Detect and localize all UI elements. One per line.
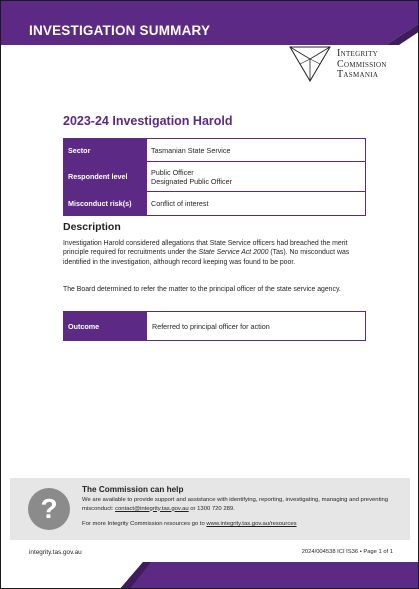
description-text-b: (Tas). No misconduct was identified in the investigation, although record keeping was found to be poor. bbox=[63, 249, 350, 266]
respondent-level-value-2: Designated Public Officer bbox=[151, 176, 232, 186]
logo-line-2: Commission bbox=[337, 58, 387, 70]
description-paragraph-2: The Board determined to refer the matter to the principal officer of the state service agency. bbox=[63, 286, 341, 293]
help-text bbox=[82, 496, 402, 513]
description-text-a: Investigation Harold considered allegations that State Service officers had breached the merit principle required for recruitments under the bbox=[63, 240, 348, 257]
respondent-level-value-1: Public Officer bbox=[151, 167, 194, 177]
table-row bbox=[64, 162, 366, 192]
table-row bbox=[64, 139, 366, 162]
footer-reference: 2024/004538 ICI IS36 • Page 1 of 1 bbox=[301, 549, 393, 555]
help-text-a: We are available to provide support and assistance with identifying, reporting, investigating, managing and preventing misconduct: bbox=[82, 497, 389, 512]
row-value bbox=[147, 139, 366, 162]
row-label: Respondent level bbox=[64, 162, 147, 192]
footer-band-shape bbox=[1, 562, 419, 589]
table-row bbox=[64, 312, 366, 341]
resources-text-a: For more Integrity Commission resources go to bbox=[82, 521, 207, 527]
row-value bbox=[147, 192, 366, 216]
investigation-info-table bbox=[63, 138, 366, 216]
contact-email-link[interactable]: contact@integrity.tas.gov.au bbox=[115, 505, 189, 512]
description-paragraph-1 bbox=[63, 239, 365, 267]
outcome-table bbox=[63, 311, 366, 341]
outcome-value: Referred to principal officer for action bbox=[147, 312, 366, 341]
question-mark-icon: ? bbox=[28, 488, 70, 530]
table-row bbox=[64, 192, 366, 216]
integrity-commission-logo bbox=[288, 45, 408, 85]
investigation-title: 2023-24 Investigation Harold bbox=[63, 114, 233, 128]
page-header-title: INVESTIGATION SUMMARY bbox=[29, 23, 211, 38]
logo-line-1: Integrity bbox=[337, 48, 379, 59]
description-heading: Description bbox=[63, 221, 121, 233]
act-title: State Service Act 2000 bbox=[198, 249, 269, 257]
row-label: Sector bbox=[64, 139, 147, 162]
row-label: Misconduct risk(s) bbox=[64, 192, 147, 216]
logo-line-3: Tasmania bbox=[337, 69, 379, 80]
help-title: The Commission can help bbox=[82, 485, 184, 494]
footer-website: integrity.tas.gov.au bbox=[29, 549, 82, 556]
resources-link[interactable]: www.integrity.tas.gov.au/resources bbox=[206, 521, 297, 527]
row-value bbox=[147, 162, 366, 192]
help-text-b: or 1300 720 289. bbox=[188, 505, 235, 512]
resources-text bbox=[82, 521, 402, 527]
sector-value: Tasmanian State Service bbox=[151, 145, 231, 155]
help-panel bbox=[10, 478, 410, 540]
outcome-label: Outcome bbox=[64, 312, 147, 341]
header-banner bbox=[1, 1, 419, 45]
misconduct-risk-value: Conflict of interest bbox=[151, 199, 209, 208]
triangle-logo-icon bbox=[288, 45, 334, 85]
